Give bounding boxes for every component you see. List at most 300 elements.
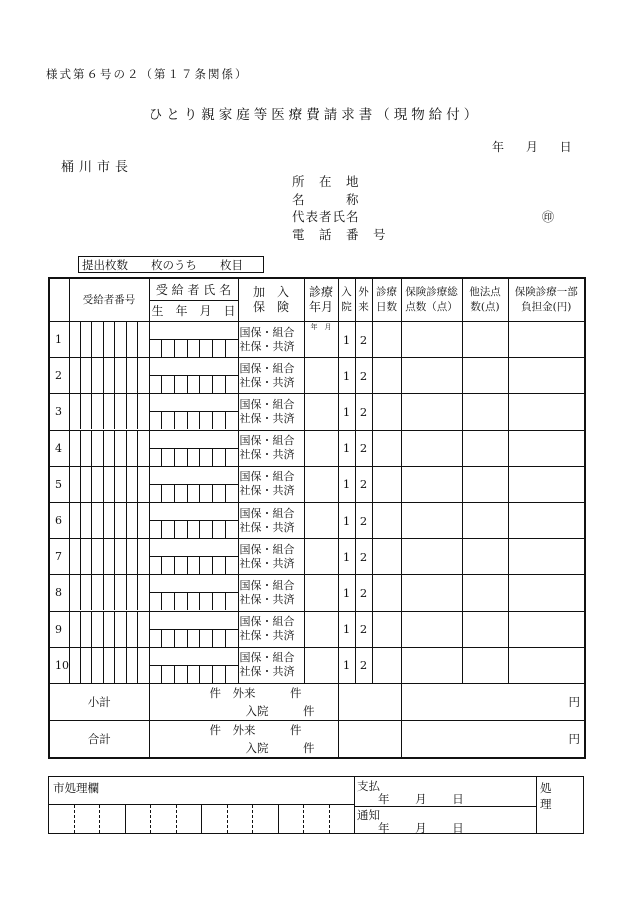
other-points-cell[interactable] xyxy=(462,466,508,502)
inpatient-cell[interactable]: 1 xyxy=(338,611,355,647)
burden-cell[interactable] xyxy=(508,358,585,394)
input-box xyxy=(92,358,103,393)
input-box xyxy=(81,431,92,466)
input-box xyxy=(81,575,92,610)
name-birth-cell[interactable] xyxy=(149,322,238,358)
other-points-cell[interactable] xyxy=(462,647,508,683)
payment-half xyxy=(354,777,536,807)
input-box-group xyxy=(70,503,149,538)
subtotal-blank-2 xyxy=(401,683,462,720)
recipient-id-cell[interactable] xyxy=(69,502,149,538)
other-points-cell[interactable] xyxy=(462,575,508,611)
burden-cell[interactable] xyxy=(508,394,585,430)
input-box xyxy=(188,485,201,502)
input-box xyxy=(226,593,238,610)
header-other-points xyxy=(462,278,508,322)
header-other-2: 数(点) xyxy=(470,301,500,313)
other-points-cell[interactable] xyxy=(462,394,508,430)
recipient-id-cell[interactable] xyxy=(69,394,149,430)
input-box xyxy=(200,485,213,502)
input-box xyxy=(150,539,238,557)
cell xyxy=(151,805,177,833)
input-box xyxy=(226,340,238,357)
input-box-group xyxy=(150,557,238,574)
input-box xyxy=(70,394,81,429)
name-birth-cell[interactable] xyxy=(149,394,238,430)
payment-notice-box xyxy=(354,777,537,833)
recipient-id-cell[interactable] xyxy=(69,539,149,575)
days-cell[interactable] xyxy=(372,502,401,538)
input-box xyxy=(162,557,175,574)
input-box xyxy=(92,612,103,647)
input-box xyxy=(115,358,126,393)
days-cell[interactable] xyxy=(372,466,401,502)
address-label: 所 在 地 xyxy=(292,174,360,189)
recipient-id-cell[interactable] xyxy=(69,647,149,683)
header-other-1: 他法点 xyxy=(469,286,501,298)
ins-line-2: 社保・共済 xyxy=(239,665,295,679)
header-burden xyxy=(508,278,585,322)
input-box xyxy=(175,376,188,393)
input-box-group xyxy=(150,358,238,393)
input-box xyxy=(162,485,175,502)
outpatient-cell[interactable]: 2 xyxy=(355,611,372,647)
header-points-2: 点数（点） xyxy=(405,301,458,313)
recipient-id-cell[interactable] xyxy=(69,322,149,358)
input-box xyxy=(81,394,92,429)
header-days-1: 診療 xyxy=(376,286,397,298)
burden-cell[interactable] xyxy=(508,539,585,575)
ym-year: 年 xyxy=(310,323,318,331)
points-cell[interactable] xyxy=(401,502,462,538)
recipient-id-cell[interactable] xyxy=(69,575,149,611)
input-box xyxy=(162,340,175,357)
input-box xyxy=(70,648,81,683)
insurance-type-cell[interactable] xyxy=(238,394,304,430)
total-counts xyxy=(149,720,338,758)
notice-date: 年 月 日 xyxy=(378,821,464,835)
inpatient-cell[interactable]: 1 xyxy=(338,539,355,575)
addressee: 桶川市長 xyxy=(61,160,134,175)
other-points-cell[interactable] xyxy=(462,611,508,647)
input-box xyxy=(188,412,201,429)
outpatient-cell[interactable]: 2 xyxy=(355,430,372,466)
input-box xyxy=(150,593,163,610)
ins-line-1: 国保・組合 xyxy=(239,361,295,375)
ins-line-1: 国保・組合 xyxy=(239,397,295,411)
input-box xyxy=(213,521,226,538)
header-points-1: 保険診療総 xyxy=(405,286,458,298)
input-box-group xyxy=(150,340,238,357)
input-box-group xyxy=(150,467,238,502)
inpatient-cell[interactable]: 1 xyxy=(338,430,355,466)
burden-cell[interactable] xyxy=(508,466,585,502)
header-out-2: 来 xyxy=(358,301,369,313)
input-box xyxy=(226,630,238,647)
input-box xyxy=(127,575,138,610)
treatment-month-cell[interactable] xyxy=(304,466,338,502)
treatment-month-cell[interactable] xyxy=(304,394,338,430)
input-box xyxy=(127,431,138,466)
input-box-group xyxy=(70,575,149,610)
inpatient-cell[interactable]: 1 xyxy=(338,502,355,538)
name-birth-cell[interactable] xyxy=(149,466,238,502)
header-ins-2: 保 険 xyxy=(252,300,289,314)
input-box xyxy=(213,412,226,429)
row-number: 10 xyxy=(49,647,69,683)
input-box-group xyxy=(70,648,149,683)
input-box xyxy=(81,322,92,357)
input-box xyxy=(188,557,201,574)
header-points xyxy=(401,278,462,322)
table-row xyxy=(49,430,585,466)
treatment-month-cell[interactable] xyxy=(304,430,338,466)
cell xyxy=(304,805,330,833)
inpatient-cell[interactable]: 1 xyxy=(338,358,355,394)
inpatient-cell[interactable]: 1 xyxy=(338,647,355,683)
points-cell[interactable] xyxy=(401,430,462,466)
total-blank-2 xyxy=(401,720,462,758)
input-box-group xyxy=(150,485,238,502)
treatment-month-cell[interactable] xyxy=(304,502,338,538)
insurance-type-cell[interactable] xyxy=(238,322,304,358)
input-box xyxy=(92,539,103,574)
input-box xyxy=(188,521,201,538)
input-box xyxy=(188,666,201,683)
input-box-group xyxy=(150,449,238,466)
inpatient-cell[interactable]: 1 xyxy=(338,322,355,358)
points-cell[interactable] xyxy=(401,611,462,647)
input-box xyxy=(104,467,115,502)
input-box xyxy=(162,521,175,538)
input-box xyxy=(115,467,126,502)
days-cell[interactable] xyxy=(372,358,401,394)
header-out-1: 外 xyxy=(358,286,369,298)
header-days-2: 日数 xyxy=(376,301,397,313)
points-cell[interactable] xyxy=(401,575,462,611)
name-birth-cell[interactable] xyxy=(149,611,238,647)
input-box xyxy=(150,376,163,393)
input-box xyxy=(150,557,163,574)
ins-line-1: 国保・組合 xyxy=(239,615,295,629)
insurance-type-cell[interactable] xyxy=(238,611,304,647)
days-cell[interactable] xyxy=(372,647,401,683)
claims-table xyxy=(48,277,586,759)
name-birth-cell[interactable] xyxy=(149,575,238,611)
burden-cell[interactable] xyxy=(508,575,585,611)
input-box xyxy=(200,376,213,393)
input-box xyxy=(70,358,81,393)
input-box xyxy=(150,503,238,521)
cell xyxy=(126,805,152,833)
input-box xyxy=(162,593,175,610)
inpatient-cell[interactable]: 1 xyxy=(338,575,355,611)
other-points-cell[interactable] xyxy=(462,502,508,538)
insurance-type-cell[interactable] xyxy=(238,575,304,611)
points-cell[interactable] xyxy=(401,647,462,683)
recipient-id-cell[interactable] xyxy=(69,430,149,466)
input-box xyxy=(226,449,238,466)
header-burden-1: 保険診療一部 xyxy=(514,286,578,298)
input-box xyxy=(200,593,213,610)
points-cell[interactable] xyxy=(401,539,462,575)
points-cell[interactable] xyxy=(401,322,462,358)
input-box xyxy=(213,340,226,357)
header-days xyxy=(372,278,401,322)
input-box xyxy=(92,322,103,357)
input-box xyxy=(150,485,163,502)
points-cell[interactable] xyxy=(401,394,462,430)
input-box xyxy=(92,394,103,429)
outpatient-cell[interactable]: 2 xyxy=(355,394,372,430)
cell xyxy=(100,805,126,833)
input-box xyxy=(200,412,213,429)
points-cell[interactable] xyxy=(401,466,462,502)
cell xyxy=(49,805,75,833)
treatment-month-cell[interactable] xyxy=(304,611,338,647)
input-box xyxy=(213,376,226,393)
input-box xyxy=(70,503,81,538)
input-box xyxy=(175,630,188,647)
treatment-month-cell[interactable] xyxy=(304,575,338,611)
cell xyxy=(75,805,101,833)
input-box xyxy=(115,612,126,647)
input-box xyxy=(127,503,138,538)
input-box xyxy=(138,612,148,647)
input-box xyxy=(138,322,148,357)
input-box xyxy=(175,557,188,574)
recipient-id-cell[interactable] xyxy=(69,358,149,394)
input-box xyxy=(188,449,201,466)
inpatient-cell[interactable]: 1 xyxy=(338,394,355,430)
input-box xyxy=(127,648,138,683)
subtotal-blank-1 xyxy=(338,683,401,720)
payment-date: 年 月 日 xyxy=(378,792,464,806)
burden-cell[interactable] xyxy=(508,611,585,647)
input-box xyxy=(226,376,238,393)
row-number: 4 xyxy=(49,430,69,466)
input-box xyxy=(70,575,81,610)
insurance-type-cell[interactable] xyxy=(238,502,304,538)
input-box xyxy=(150,467,238,485)
treatment-month-cell[interactable] xyxy=(304,358,338,394)
input-box xyxy=(104,431,115,466)
subtotal-counts xyxy=(149,683,338,720)
name-birth-cell[interactable] xyxy=(149,647,238,683)
burden-cell[interactable] xyxy=(508,430,585,466)
input-box xyxy=(138,467,148,502)
input-box xyxy=(115,394,126,429)
total-nyuin: 入院 xyxy=(245,740,269,755)
input-box xyxy=(200,557,213,574)
input-box xyxy=(150,612,238,630)
notice-label: 通知 xyxy=(357,808,380,822)
input-box xyxy=(81,467,92,502)
outpatient-cell[interactable]: 2 xyxy=(355,322,372,358)
input-box xyxy=(70,539,81,574)
ins-line-1: 国保・組合 xyxy=(239,578,295,592)
other-points-cell[interactable] xyxy=(462,322,508,358)
total-row xyxy=(49,720,585,758)
outpatient-cell[interactable]: 2 xyxy=(355,502,372,538)
treatment-month-cell[interactable] xyxy=(304,539,338,575)
input-box xyxy=(104,539,115,574)
burden-cell[interactable] xyxy=(508,647,585,683)
input-box xyxy=(92,503,103,538)
header-in-1: 入 xyxy=(341,286,352,298)
header-date-1: 診療 xyxy=(308,285,333,299)
table-row xyxy=(49,647,585,683)
total-ken-3: 件 xyxy=(303,740,315,755)
row-number: 1 xyxy=(49,322,69,358)
input-box xyxy=(138,575,148,610)
days-cell[interactable] xyxy=(372,575,401,611)
input-box-group xyxy=(150,431,238,466)
input-box xyxy=(175,412,188,429)
processing-label: 処理 xyxy=(540,781,552,811)
input-box xyxy=(115,539,126,574)
treatment-month-cell[interactable] xyxy=(304,322,338,358)
input-box xyxy=(70,322,81,357)
input-box xyxy=(127,467,138,502)
subtotal-yen: 円 xyxy=(462,683,585,720)
input-box xyxy=(104,648,115,683)
name-label: 名 称 xyxy=(292,191,360,207)
insurance-type-cell[interactable] xyxy=(238,647,304,683)
days-cell[interactable] xyxy=(372,539,401,575)
insurance-type-cell[interactable] xyxy=(238,539,304,575)
cell xyxy=(228,805,254,833)
burden-cell[interactable] xyxy=(508,502,585,538)
input-box xyxy=(175,666,188,683)
input-box-group xyxy=(150,394,238,429)
input-box xyxy=(213,485,226,502)
other-points-cell[interactable] xyxy=(462,358,508,394)
input-box xyxy=(175,485,188,502)
input-box xyxy=(81,358,92,393)
days-cell[interactable] xyxy=(372,394,401,430)
input-box xyxy=(115,648,126,683)
ins-line-2: 社保・共済 xyxy=(239,411,295,425)
input-box xyxy=(92,467,103,502)
input-box xyxy=(104,358,115,393)
other-points-cell[interactable] xyxy=(462,430,508,466)
document-title: ひとり親家庭等医療費請求書（現物給付） xyxy=(148,107,482,123)
header-treatment-month xyxy=(304,278,338,322)
name-birth-cell[interactable] xyxy=(149,502,238,538)
ins-line-2: 社保・共済 xyxy=(239,592,295,606)
days-cell[interactable] xyxy=(372,430,401,466)
ins-line-2: 社保・共済 xyxy=(239,556,295,570)
name-birth-cell[interactable] xyxy=(149,358,238,394)
input-box xyxy=(213,666,226,683)
total-gairai: 外来 xyxy=(232,722,256,737)
input-box-group xyxy=(150,593,238,610)
input-box xyxy=(127,612,138,647)
ins-line-1: 国保・組合 xyxy=(239,542,295,556)
subtotal-row xyxy=(49,683,585,720)
ins-line-1: 国保・組合 xyxy=(239,651,295,665)
input-box xyxy=(200,521,213,538)
name-birth-cell[interactable] xyxy=(149,539,238,575)
applicant-block xyxy=(292,173,387,243)
input-box xyxy=(162,630,175,647)
other-points-cell[interactable] xyxy=(462,539,508,575)
outpatient-cell[interactable]: 2 xyxy=(355,358,372,394)
header-name: 受 給 者 氏 名 xyxy=(150,280,238,301)
days-cell[interactable] xyxy=(372,322,401,358)
input-box-group xyxy=(70,467,149,502)
total-blank-1 xyxy=(338,720,401,758)
input-box xyxy=(150,340,163,357)
treatment-month-cell[interactable] xyxy=(304,647,338,683)
input-box xyxy=(150,648,238,666)
outpatient-cell[interactable]: 2 xyxy=(355,539,372,575)
name-birth-cell[interactable] xyxy=(149,430,238,466)
header-in-2: 院 xyxy=(341,301,352,313)
input-box-group xyxy=(70,358,149,393)
recipient-id-cell[interactable] xyxy=(69,466,149,502)
insurance-type-cell[interactable] xyxy=(238,430,304,466)
outpatient-cell[interactable]: 2 xyxy=(355,647,372,683)
ins-line-2: 社保・共済 xyxy=(239,520,295,534)
inpatient-cell[interactable]: 1 xyxy=(338,466,355,502)
input-box-group xyxy=(150,630,238,647)
ins-line-1: 国保・組合 xyxy=(239,325,295,339)
input-box xyxy=(175,340,188,357)
input-box xyxy=(188,593,201,610)
header-inpatient xyxy=(338,278,355,322)
cell xyxy=(330,805,355,833)
input-box-group xyxy=(150,503,238,538)
table-row xyxy=(49,575,585,611)
city-processing-label: 市処理欄 xyxy=(53,781,99,795)
input-box xyxy=(92,431,103,466)
input-box xyxy=(127,539,138,574)
burden-cell[interactable] xyxy=(508,322,585,358)
outpatient-cell[interactable]: 2 xyxy=(355,575,372,611)
input-box xyxy=(188,630,201,647)
input-box-group xyxy=(150,575,238,610)
header-name-birth xyxy=(149,278,238,322)
input-box xyxy=(200,449,213,466)
input-box-group xyxy=(150,521,238,538)
points-cell[interactable] xyxy=(401,358,462,394)
input-box xyxy=(127,322,138,357)
input-box xyxy=(226,412,238,429)
header-birth: 生 年 月 日 xyxy=(151,303,236,318)
form-number: 様式第６号の２（第１７条関係） xyxy=(46,67,249,81)
input-box xyxy=(104,575,115,610)
input-box xyxy=(138,539,148,574)
recipient-id-cell[interactable] xyxy=(69,611,149,647)
city-processing-cells xyxy=(49,804,354,833)
outpatient-cell[interactable]: 2 xyxy=(355,466,372,502)
row-number: 3 xyxy=(49,394,69,430)
insurance-type-cell[interactable] xyxy=(238,358,304,394)
table-body xyxy=(49,322,585,684)
input-box xyxy=(226,557,238,574)
input-box xyxy=(175,449,188,466)
input-box xyxy=(104,612,115,647)
input-box xyxy=(92,648,103,683)
days-cell[interactable] xyxy=(372,611,401,647)
insurance-type-cell[interactable] xyxy=(238,466,304,502)
input-box xyxy=(226,485,238,502)
input-box-group xyxy=(150,612,238,647)
input-box xyxy=(138,394,148,429)
phone-label: 電 話 番 号 xyxy=(292,226,387,242)
